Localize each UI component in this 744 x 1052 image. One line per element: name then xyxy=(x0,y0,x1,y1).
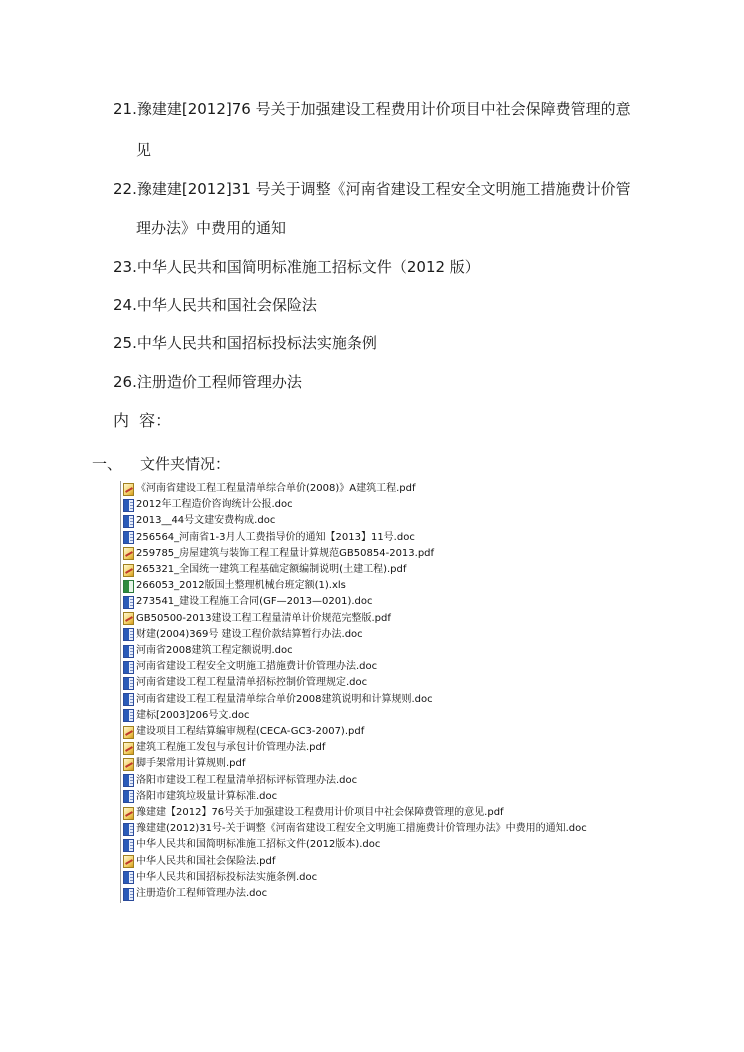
file-name: 中华人民共和国招标投标法实施条例.doc xyxy=(136,871,318,883)
list-item-21: 21.豫建建[2012]76 号关于加强建设工程费用计价项目中社会保障费管理的意 xyxy=(113,100,631,118)
doc-file-icon xyxy=(123,531,134,544)
file-name: 273541_建设工程施工合同(GF—2013—0201).doc xyxy=(136,596,373,608)
file-name: 豫建建【2012】76号关于加强建设工程费用计价项目中社会保障费管理的意见.pdf xyxy=(136,807,504,818)
list-item-22-continuation: 理办法》中费用的通知 xyxy=(136,219,287,237)
doc-file-icon xyxy=(123,823,134,836)
file-item[interactable] xyxy=(123,692,641,708)
file-name: 注册造价工程师管理办法.doc xyxy=(136,888,268,899)
file-item[interactable] xyxy=(123,659,641,675)
doc-file-icon xyxy=(123,888,134,901)
list-item-21-continuation: 见 xyxy=(136,141,152,159)
pdf-file-icon xyxy=(123,807,134,820)
file-item[interactable] xyxy=(123,675,641,691)
file-name: 266053_2012版国土整理机械台班定额(1).xls xyxy=(136,580,346,592)
doc-file-icon xyxy=(123,499,134,512)
doc-file-icon xyxy=(123,839,134,852)
file-name: 建筑工程施工发包与承包计价管理办法.pdf xyxy=(136,742,326,754)
list-item-23: 23.中华人民共和国简明标准施工招标文件（2012 版） xyxy=(113,258,480,276)
file-item[interactable] xyxy=(123,546,641,562)
xls-file-icon xyxy=(123,580,134,593)
file-item[interactable] xyxy=(123,708,641,724)
file-item[interactable] xyxy=(123,805,641,821)
file-item[interactable] xyxy=(123,643,641,659)
doc-file-icon xyxy=(123,645,134,658)
file-item[interactable] xyxy=(123,821,641,837)
file-name: 中华人民共和国社会保险法.pdf xyxy=(136,855,276,867)
file-item[interactable] xyxy=(123,611,641,627)
file-item[interactable] xyxy=(123,627,641,643)
section-number: 一、 xyxy=(92,455,123,473)
file-name: 2013__44号文建安费构成.doc xyxy=(136,515,276,527)
doc-file-icon xyxy=(123,677,134,690)
file-name: 豫建建(2012)31号-关于调整《河南省建设工程安全文明施工措施费计价管理办法》中费用的通知.doc xyxy=(136,823,587,835)
file-name: 河南省2008建筑工程定额说明.doc xyxy=(136,645,293,656)
file-item[interactable] xyxy=(123,886,641,902)
doc-file-icon xyxy=(123,774,134,787)
file-name: 建设项目工程结算编审规程(CECA-GC3-2007).pdf xyxy=(136,726,365,737)
file-item[interactable] xyxy=(123,756,641,772)
pdf-file-icon xyxy=(123,726,134,739)
pdf-file-icon xyxy=(123,758,134,771)
file-item[interactable] xyxy=(123,837,641,853)
file-item[interactable] xyxy=(123,854,641,870)
file-item[interactable] xyxy=(123,578,641,594)
file-name: 中华人民共和国简明标准施工招标文件(2012版本).doc xyxy=(136,839,381,851)
list-item-26: 26.注册造价工程师管理办法 xyxy=(113,373,302,391)
file-name: GB50500-2013建设工程工程量清单计价规范完整版.pdf xyxy=(136,612,391,624)
pdf-file-icon xyxy=(123,547,134,560)
file-name: 256564_河南省1-3月人工费指导价的通知【2013】11号.doc xyxy=(136,531,415,543)
doc-file-icon xyxy=(123,596,134,609)
file-name: 脚手架常用计算规则.pdf xyxy=(136,758,246,770)
pdf-file-icon xyxy=(123,742,134,755)
section-label: 文件夹情况： xyxy=(140,455,231,473)
doc-file-icon xyxy=(123,661,134,674)
content-heading: 内 容： xyxy=(113,411,172,430)
file-name: 河南省建设工程工程量清单综合单价2008建筑说明和计算规则.doc xyxy=(136,693,433,705)
pdf-file-icon xyxy=(123,855,134,868)
file-item[interactable] xyxy=(123,594,641,610)
file-name: 财建(2004)369号 建设工程价款结算暂行办法.doc xyxy=(136,628,363,640)
file-item[interactable] xyxy=(123,530,641,546)
pdf-file-icon xyxy=(123,564,134,577)
doc-file-icon xyxy=(123,709,134,722)
file-item[interactable] xyxy=(123,513,641,529)
doc-file-icon xyxy=(123,871,134,884)
pdf-file-icon xyxy=(123,612,134,625)
list-item-25: 25.中华人民共和国招标投标法实施条例 xyxy=(113,334,377,352)
file-item[interactable] xyxy=(123,724,641,740)
file-name: 洛阳市建设工程工程量清单招标评标管理办法.doc xyxy=(136,774,358,786)
file-name: 《河南省建设工程工程量清单综合单价(2008)》A建筑工程.pdf xyxy=(136,483,416,494)
file-item[interactable] xyxy=(123,497,641,513)
file-name: 2012年工程造价咨询统计公报.doc xyxy=(136,499,293,511)
file-name: 洛阳市建筑垃圾量计算标准.doc xyxy=(136,790,278,802)
list-item-24: 24.中华人民共和国社会保险法 xyxy=(113,296,317,314)
file-name: 265321_全国统一建筑工程基础定额编制说明(土建工程).pdf xyxy=(136,564,407,575)
file-item[interactable] xyxy=(123,773,641,789)
file-item[interactable] xyxy=(123,789,641,805)
file-name: 259785_房屋建筑与装饰工程工程量计算规范GB50854-2013.pdf xyxy=(136,547,435,559)
file-item[interactable] xyxy=(123,481,641,497)
doc-file-icon xyxy=(123,515,134,528)
doc-file-icon xyxy=(123,628,134,641)
doc-file-icon xyxy=(123,790,134,803)
file-name: 河南省建设工程工程量清单招标控制价管理规定.doc xyxy=(136,677,368,689)
file-item[interactable] xyxy=(123,740,641,756)
file-name: 建标[2003]206号文.doc xyxy=(136,709,250,721)
file-name: 河南省建设工程安全文明施工措施费计价管理办法.doc xyxy=(136,661,378,673)
file-item[interactable] xyxy=(123,870,641,886)
folder-file-list xyxy=(120,481,641,903)
pdf-file-icon xyxy=(123,483,134,496)
doc-file-icon xyxy=(123,693,134,706)
file-item[interactable] xyxy=(123,562,641,578)
list-item-22: 22.豫建建[2012]31 号关于调整《河南省建设工程安全文明施工措施费计价管 xyxy=(113,180,631,198)
